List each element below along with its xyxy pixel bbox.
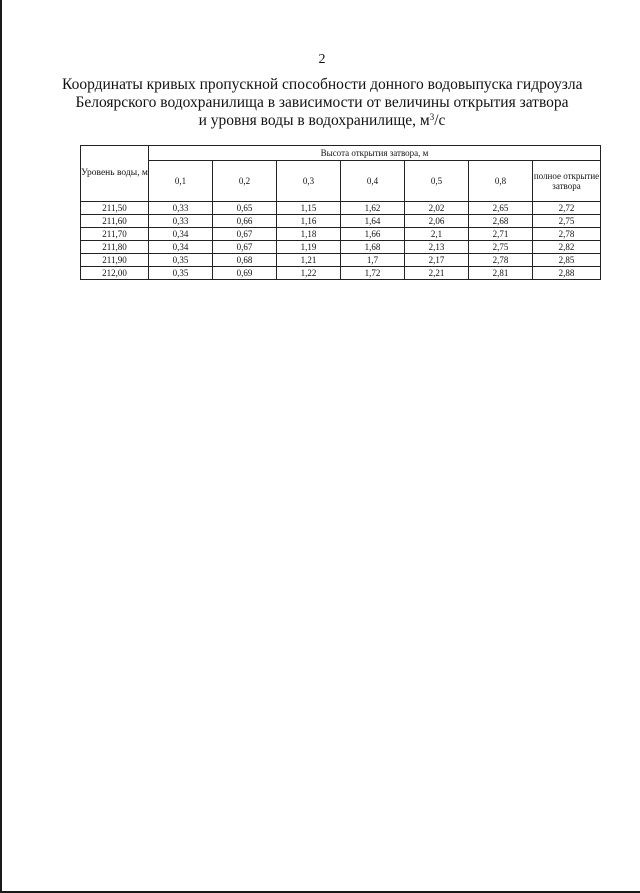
table-cell: 2,02 xyxy=(405,202,469,215)
table-cell: 2,78 xyxy=(533,228,601,241)
table-cell: 0,67 xyxy=(213,228,277,241)
water-level-cell: 211,60 xyxy=(81,215,149,228)
table-cell: 1,16 xyxy=(277,215,341,228)
table-cell: 1,7 xyxy=(341,254,405,267)
column-header: 0,1 xyxy=(149,161,213,202)
column-header: 0,3 xyxy=(277,161,341,202)
water-level-cell: 211,80 xyxy=(81,241,149,254)
table-cell: 2,88 xyxy=(533,267,601,280)
table-cell: 1,72 xyxy=(341,267,405,280)
table-cell: 2,71 xyxy=(469,228,533,241)
header-water-level: Уровень воды, м xyxy=(81,146,149,202)
table-row xyxy=(81,267,601,280)
document-title xyxy=(62,76,582,130)
column-header: 0,4 xyxy=(341,161,405,202)
table-cell: 0,34 xyxy=(149,241,213,254)
table-cell: 2,17 xyxy=(405,254,469,267)
table-cell: 2,75 xyxy=(533,215,601,228)
table-cell: 1,21 xyxy=(277,254,341,267)
water-level-cell: 211,50 xyxy=(81,202,149,215)
table-cell: 0,33 xyxy=(149,202,213,215)
table-cell: 0,65 xyxy=(213,202,277,215)
table-cell: 0,35 xyxy=(149,254,213,267)
table-cell: 1,68 xyxy=(341,241,405,254)
column-header: 0,8 xyxy=(469,161,533,202)
table-cell: 2,85 xyxy=(533,254,601,267)
table-cell: 2,78 xyxy=(469,254,533,267)
table-cell: 2,13 xyxy=(405,241,469,254)
table-cell: 1,15 xyxy=(277,202,341,215)
table-cell: 1,18 xyxy=(277,228,341,241)
table-cell: 2,65 xyxy=(469,202,533,215)
table-cell: 2,21 xyxy=(405,267,469,280)
table-cell: 2,82 xyxy=(533,241,601,254)
header-gate-opening: Высота открытия затвора, м xyxy=(149,146,601,161)
table-cell: 2,81 xyxy=(469,267,533,280)
capacity-table xyxy=(80,145,601,280)
table-cell: 0,33 xyxy=(149,215,213,228)
table-cell: 2,72 xyxy=(533,202,601,215)
page-number: 2 xyxy=(318,52,326,67)
title-line-2: Белоярского водохранилища в зависимости от величины открытия затвора xyxy=(75,94,569,111)
table-row xyxy=(81,228,601,241)
water-level-cell: 211,70 xyxy=(81,228,149,241)
title-line-3 xyxy=(62,112,582,130)
table-cell: 2,1 xyxy=(405,228,469,241)
table-cell: 0,34 xyxy=(149,228,213,241)
table-cell: 0,35 xyxy=(149,267,213,280)
table-cell: 2,68 xyxy=(469,215,533,228)
table-cell: 0,66 xyxy=(213,215,277,228)
table-cell: 0,69 xyxy=(213,267,277,280)
title-unit-superscript: 3 xyxy=(429,112,435,122)
water-level-cell: 211,90 xyxy=(81,254,149,267)
water-level-cell: 212,00 xyxy=(81,267,149,280)
table-cell: 0,68 xyxy=(213,254,277,267)
table-cell: 2,06 xyxy=(405,215,469,228)
table-cell: 0,67 xyxy=(213,241,277,254)
table-cell: 1,22 xyxy=(277,267,341,280)
title-line-1: Координаты кривых пропускной способности донного водовыпуска гидроузла xyxy=(62,76,583,93)
table-cell: 2,75 xyxy=(469,241,533,254)
title-line-3-text: и уровня воды в водохранилище, м xyxy=(198,112,430,129)
table-row xyxy=(81,241,601,254)
column-header-full-open: полное открытие затвора xyxy=(533,161,601,202)
table-row xyxy=(81,254,601,267)
table-cell: 1,66 xyxy=(341,228,405,241)
table-cell: 1,62 xyxy=(341,202,405,215)
title-unit-tail: /с xyxy=(434,112,446,129)
table-row xyxy=(81,215,601,228)
table-cell: 1,19 xyxy=(277,241,341,254)
table-row xyxy=(81,202,601,215)
column-header: 0,2 xyxy=(213,161,277,202)
column-header: 0,5 xyxy=(405,161,469,202)
table-cell: 1,64 xyxy=(341,215,405,228)
